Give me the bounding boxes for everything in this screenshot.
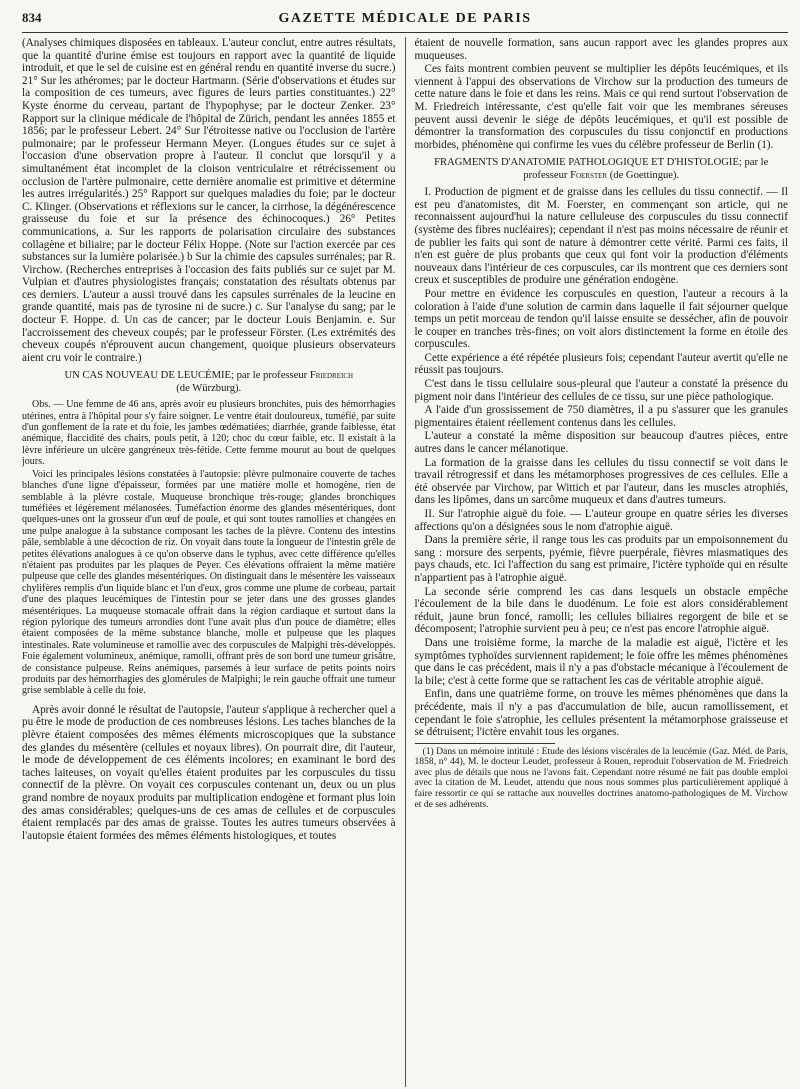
leucemie-heading-place: (de Würzburg).: [176, 382, 242, 394]
right-section-11: Dans une troisième forme, la marche de la maladie est aiguë, l'ictère et les symptômes typhoïdes surviennent rapidement; le foie offre les mêmes phénomènes que dans le cas précédent, mais il n'y a pas d'obstacle mécanique à l'écoulement de la bile; c'est à cette forme que se rattachent les cas de véritable atrophie aiguë.: [414, 636, 788, 687]
right-section-5: A l'aide d'un grossissement de 750 diamètres, il a pu s'assurer que les granules pigmentaires étaient réellement contenus dans les cellules.: [414, 404, 788, 429]
autopsy-paragraph: Voici les principales lésions constatées à l'autopsie: plèvre pulmonaire couverte de taches blanches d'une ligne d'épaisseur, formées par une matière molle et homogène, rien de semblable à la plèvre costale. Muqueuse bronchique très-rouge; glandes bronchiques tuméfiées et légèrement mélanosées. Tuméfaction énorme des glandes mésentériques, dont quelques-unes ont la grosseur d'un œuf de poule, et qui sont toutes ramollies et changées en une pulpe analogue à la substance composant les taches de la plèvre. Contenu des intestins pâle, semblable à une décoction de riz. On voyait dans toute la longueur de l'intestin grêle de petites élévations analogues à ce qu'on observe dans le typhus, avec cette différence qu'elles n'étaient pas produites par les plaques de Peyer. Ces élévations offraient la même matière pulpeuse que celle des glandes mésentériques. On distinguait dans le mésentère les vaisseaux chylifères remplis d'un liquide blanc et l'un d'eux, gros comme une plume de corbeau, partait d'une des plaques leucémiques de l'intestin pour se jeter dans une des grosses glandes mésentériques. La muqueuse stomacale offrait dans la région cardiaque et surtout dans la région pylorique des tumeurs arrondies dont l'une avait plus d'un pouce de diamètre; elles étaient composées de la même substance blanche, molle et pulpeuse que les plaques intestinales. Rate volumineuse et ramollie avec des corpuscules de Malpighi très-développés. Foie également volumineux, anémique, ramolli, offrant près de son bord une tumeur grisâtre, de consistance pulpeuse. Reins anémiques, parsemés à leur surface de petits points noirs produits par des hémorrhagies des glomérules de Malpighi; le rein gauche offrait une tumeur grise semblable à celle du foie.: [22, 468, 396, 697]
right-section-1: I. Production de pigment et de graisse dans les cellules du tissu connectif. — Il est peu d'anatomistes, dit M. Foerster, en commençant son article, qui ne reconnaissent aujourd'hui la nature celluleuse des corpuscules du tissu connectif (système des fibres nucléaires); cependant il n'est pas moins nécessaire de réunir et de publier les faits qui sont de nature à démontrer cette vérité. Parmi ces faits, il n'en est guère de plus probants que ceux qui font voir la production d'éléments nouveaux dans l'intérieur de ces corpuscules, car ils montrent que ces derniers sont creux et susceptibles de produire une génération endogène.: [414, 186, 788, 287]
right-section-12: Enfin, dans une quatrième forme, on trouve les mêmes phénomènes que dans la précédente, mais il n'y a pas d'accumulation de bile, aucun ramollissement, et cependant le foie s'atrophie, les cellules présentent la métamorphose graisseuse et se détruisent; l'ictère envahit tous les organes.: [414, 688, 788, 739]
left-column: [22, 37, 406, 1087]
right-section-7: La formation de la graisse dans les cellules du tissu connectif se voit dans le travail rétrogressif et dans les métamorphoses progressives de ces cellules. Elle a été observée par Virchow, par Wittich et par l'auteur, dans les muscles atrophiés, dans les lipômes, dans un sarcôme muqueux et dans d'autres tumeurs.: [414, 456, 788, 507]
fragments-heading-title: FRAGMENTS D'ANATOMIE PATHOLOGIQUE ET D'HISTOLOGIE; par le professeur: [434, 157, 769, 181]
right-section-6: L'auteur a constaté la même disposition sur beaucoup d'autres pièces, entre autres dans le cancer mélanotique.: [414, 430, 788, 456]
text-columns: [22, 37, 788, 1087]
right-section-8: II. Sur l'atrophie aiguë du foie. — L'auteur groupe en quatre séries les diverses affections qu'on a désignées sous le nom d'atrophie aiguë.: [414, 508, 788, 533]
right-section-10: La seconde série comprend les cas dans lesquels un obstacle empêche l'écoulement de la bile dans le duodénum. Le foie est alors considérablement réduit, jaune brun foncé, ramolli; les cellules biliaires regorgent de bile et se décomposent; l'atrophie survient peu à peu; ce n'est pas encore l'atrophie aiguë.: [414, 585, 788, 636]
leucemie-heading-title: UN CAS NOUVEAU DE LEUCÉMIE; par le professeur: [64, 370, 308, 382]
fragments-heading-author: Foerster: [570, 169, 608, 181]
page-header: [22, 10, 788, 33]
footnote: (1) Dans un mémoire intitulé : Etude des lésions viscérales de la leucémie (Gaz. Méd. de Paris, 1858, n° 44), M. le docteur Leudet, professeur à Rouen, reproduit l'observation de M. Friedreich avec plus de détails que nous ne l'avons fait. Cependant notre résumé ne fait pas double emploi avec la citation de M. Leudet, attendu que nous nous sommes plus particulièrement appliqué à faire ressortir ce qui se rattache aux nouvelles doctrines anatomo-pathologiques de M. Virchow et de ses adhérents.: [414, 745, 788, 810]
left-paragraph-analyses: (Analyses chimiques disposées en tableaux. L'auteur conclut, entre autres résultats, que la quantité d'urine émise est toujours en rapport avec la quantité de liquide introduit, et que le sel de cuisine est en général rendu en quantité inverse du sucre.) 21° Sur les athéromes; par le docteur Hartmann. (Série d'observations et études sur la composition de ces tumeurs, avec figures de leurs parties constituantes.) 22° Kyste énorme du cerveau, partant de l'hypophyse; par le docteur Zenker. 23° Rapport sur la clinique médicale de l'hôpital de Zürich, pendant les années 1855 et 1856; par le professeur Lebert. 24° Sur l'étroitesse native ou l'occlusion de l'artère pulmonaire; par le professeur Hermann Meyer. (Longues études sur ce sujet à l'occasion d'une observation propre à l'auteur. Il conclut que lorsqu'il y a simultanément état incomplet de la cloison ventriculaire et rétrécissement ou occlusion de l'artère pulmonaire, cette dernière anomalie est primitive et détermine les autres irrégularités.) 25° Rapport sur quelques maladies du foie; par le docteur C. Klinger. (Observations et réflexions sur le cancer, la cirrhose, la dégénérescence graisseuse du foie et sur la présence des échinocoques.) 26° Petites communications, a. Sur les rapports de polarisation circulaire des substances collagène et biliaire; par le docteur Félix Hoppe. (Note sur l'action exercée par ces substances sur la lumière polarisée.) b Sur la chimie des capsules surrénales; par R. Virchow. (Recherches entreprises à l'occasion des faits publiés sur ce sujet par M. Vulpian et d'autres physiologistes français; constatation des résultats obtenus par ces derniers. L'auteur a aussi trouvé dans les capsules surrénales de la leucine en grande quantité, mais pas de tyrosine ni de sucre.) c. Sur l'analyse du sang; par le docteur F. Hoppe. d. Un cas de cancer; par le docteur Louis Benjamin. e. Sur l'accroissement des cheveux coupés; par le professeur Förster. (Les extrémités des cheveux coupés n'éprouvent aucun changement, quoique plusieurs observateurs aient cru voir le contraire.): [22, 37, 396, 364]
right-section-3: Cette expérience a été répétée plusieurs fois; cependant l'auteur avertit qu'elle ne réussit pas toujours.: [414, 351, 788, 377]
journal-title: GAZETTE MÉDICALE DE PARIS: [278, 11, 532, 26]
left-paragraph-after-autopsy: Après avoir donné le résultat de l'autopsie, l'auteur s'applique à rechercher quel a pu être le mode de production de ces nombreuses lésions. Les taches blanches de la plèvre étaient composées des mêmes éléments microscopiques que la substance des glandes du mésentère (cellules et noyaux libres). On pourrait dire, dit l'auteur, le mode de développement de ces éléments incolores; en examinant le bord des taches laiteuses, on voyait qu'elles étaient produites par les corpuscules du tissu connectif de la plèvre. On voyait ces corpuscules contenant un, deux ou un plus grand nombre de noyaux produits par multiplication endogène et formant plus loin des amas considérables; quelques-uns de ces amas de cellules et de corpuscules étaient remplacés par des amas de graisse. Toutes les autres tumeurs observées à l'autopsie étaient formées des mêmes éléments histologiques, et toutes: [22, 703, 396, 842]
right-section-4: C'est dans le tissu cellulaire sous-pleural que l'auteur a constaté la présence du pigment noir dans l'intérieur des cellules de ce tissu, sur une pièce pathologique.: [414, 378, 788, 403]
observation-paragraph: Obs. — Une femme de 46 ans, après avoir eu plusieurs bronchites, puis des hémorrhagies utérines, entra à l'hôpital pour s'y faire soigner. Le ventre était douloureux, tuméfié, par suite d'un gonflement de la rate et du foie, les jambes œdématiées; diarrhée, grande faiblesse, état anémique, flaccidité des chairs, pouls petit, à 120; choc du cœur faible, etc. Il existait à la lèvre inférieure un ulcère gangréneux très-fétide. Cette femme mourut au bout de quelques jours.: [22, 399, 396, 468]
leucemie-heading-author: Friedreich: [309, 370, 354, 382]
footnote-divider: [415, 743, 555, 744]
right-paragraph-1: étaient de nouvelle formation, sans aucun rapport avec les glandes propres aux muqueuses.: [414, 37, 788, 62]
page-number: 834: [22, 10, 42, 25]
fragments-heading-place: (de Goettingue).: [609, 169, 680, 181]
fragments-article-heading: [415, 157, 789, 182]
leucemie-article-heading: [22, 370, 396, 395]
right-section-9: Dans la première série, il range tous les cas produits par un empoisonnement du sang : morsure des serpents, pyémie, fièvre puerpérale, fièvres miasmatiques des pays chauds, etc. Ici l'affection du sang est primaire, l'ictère typhoïde qui en résulte n'appartient pas à l'atrophie aiguë.: [414, 534, 788, 584]
right-paragraph-2: Ces faits montrent combien peuvent se multiplier les dépôts leucémiques, et ils viennent à l'appui des observations de Virchow sur la production des tumeurs de cette nature dans le foie et dans les reins. Mais ce qui rend surtout l'observation de M. Friedreich intéressante, c'est qu'elle fait voir que les membranes séreuses peuvent aussi devenir le siége de dépôts leucémiques, et qu'il est possible de démontrer la transformation des corpuscules du tissu conjonctif en productions morbides, phénomène qui confirme les vues du célèbre professeur de Berlin (1).: [414, 63, 788, 151]
right-section-2: Pour mettre en évidence les corpuscules en question, l'auteur a recours à la coloration à l'aide d'une solution de carmin dans laquelle il fait séjourner quelque temps un petit morceau de tendon qu'il laisse ensuite se dessécher, afin de pouvoir le couper en tranches très-fines; on voit alors distinctement la forme en étoile des corpuscules.: [414, 287, 788, 351]
right-column: [406, 37, 789, 1087]
